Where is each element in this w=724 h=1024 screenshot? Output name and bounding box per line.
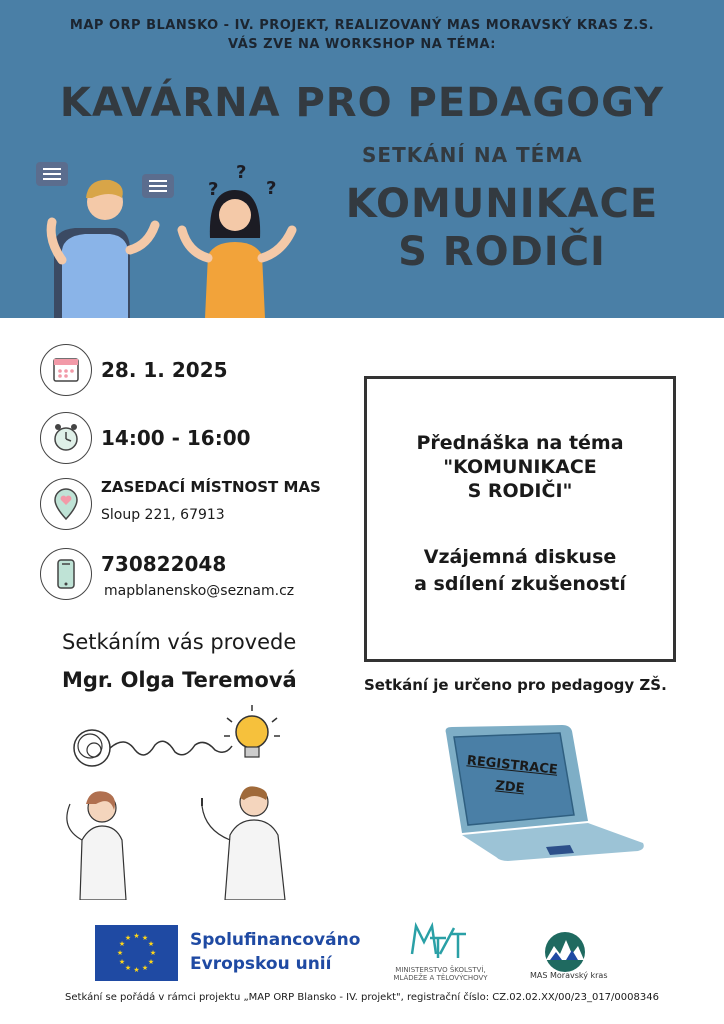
svg-text:★: ★ — [141, 934, 149, 942]
subtitle-line-2: VÁS ZVE NA WORKSHOP NA TÉMA: — [228, 37, 496, 52]
footer-note: Setkání se pořádá v rámci projektu „MAP ORP Blansko - IV. projekt", registrační číslo: CZ.02.02.XX/00/23_017/0008346 — [65, 992, 659, 1003]
clock-icon — [40, 412, 92, 464]
header-subtitle — [0, 16, 724, 54]
event-time: 14:00 - 16:00 — [101, 426, 251, 450]
topic-title — [312, 180, 692, 276]
svg-text:★: ★ — [133, 932, 140, 940]
svg-text:★: ★ — [118, 958, 126, 966]
topic-intro: SETKÁNÍ NA TÉMA — [362, 143, 583, 167]
program-discussion — [367, 544, 673, 598]
confused-woman-figure — [67, 791, 126, 900]
eu-line-1: Spolufinancováno — [190, 930, 361, 950]
registration-line-1[interactable]: REGISTRACE — [466, 753, 559, 778]
program-line: S RODIČI" — [467, 480, 573, 502]
mas-label: MAS Moravský kras — [530, 971, 608, 980]
svg-text:?: ? — [236, 162, 247, 183]
phone-icon — [40, 548, 92, 600]
contact-email[interactable]: mapblanensko@seznam.cz — [104, 583, 295, 599]
program-line: Přednáška na téma — [416, 432, 624, 454]
tangled-thoughts-icon — [74, 730, 232, 766]
idea-man-figure — [202, 786, 285, 900]
eu-flag-icon — [95, 925, 178, 981]
guide-name: Mgr. Olga Teremová — [62, 668, 297, 692]
svg-text:?: ? — [266, 178, 277, 199]
location-icon — [40, 478, 92, 530]
calendar-icon — [40, 344, 92, 396]
svg-text:★: ★ — [147, 958, 155, 966]
contact-phone: 730822048 — [101, 552, 227, 576]
svg-text:?: ? — [208, 179, 219, 200]
eu-cofinanced-text — [190, 928, 360, 976]
event-place: ZASEDACÍ MÍSTNOST MAS — [101, 478, 321, 496]
registration-line-2[interactable]: ZDE — [494, 778, 526, 797]
event-address: Sloup 221, 67913 — [101, 507, 225, 523]
svg-text:★: ★ — [149, 949, 157, 957]
communication-illustration — [40, 700, 330, 900]
guide-intro: Setkáním vás provede — [62, 630, 297, 654]
audience-note: Setkání je určeno pro pedagogy ZŠ. — [364, 676, 667, 694]
subtitle-line-1: MAP ORP BLANSKO - IV. PROJEKT, REALIZOVANÝ MAS MORAVSKÝ KRAS Z.S. — [69, 18, 655, 33]
msmt-text — [378, 966, 503, 982]
program-line: Vzájemná diskuse — [423, 546, 617, 568]
program-line: "KOMUNIKACE — [443, 456, 597, 478]
page-title: KAVÁRNA PRO PEDAGOGY — [59, 80, 665, 126]
lightbulb-icon — [224, 705, 280, 757]
eu-line-2: Evropskou unií — [190, 954, 332, 974]
svg-text:★: ★ — [141, 964, 149, 972]
program-box — [364, 376, 676, 662]
program-lecture — [367, 431, 673, 503]
svg-text:★: ★ — [124, 934, 132, 942]
topic-line-1: KOMUNIKACE — [345, 181, 659, 227]
teachers-illustration — [30, 150, 320, 318]
header-banner — [0, 0, 724, 318]
msmt-line-1: MINISTERSTVO ŠKOLSTVÍ, — [395, 966, 486, 974]
topic-line-2: S RODIČI — [398, 229, 606, 275]
program-line: a sdílení zkušeností — [414, 573, 626, 595]
event-date: 28. 1. 2025 — [101, 358, 228, 382]
mas-logo-icon — [532, 930, 602, 990]
svg-text:★: ★ — [147, 940, 155, 948]
svg-text:★: ★ — [133, 966, 140, 974]
svg-text:★: ★ — [116, 949, 124, 957]
msmt-line-2: MLÁDEŽE A TĚLOVÝCHOVY — [393, 974, 488, 982]
svg-text:★: ★ — [124, 964, 132, 972]
footer-logos — [0, 918, 724, 988]
svg-text:★: ★ — [118, 940, 126, 948]
